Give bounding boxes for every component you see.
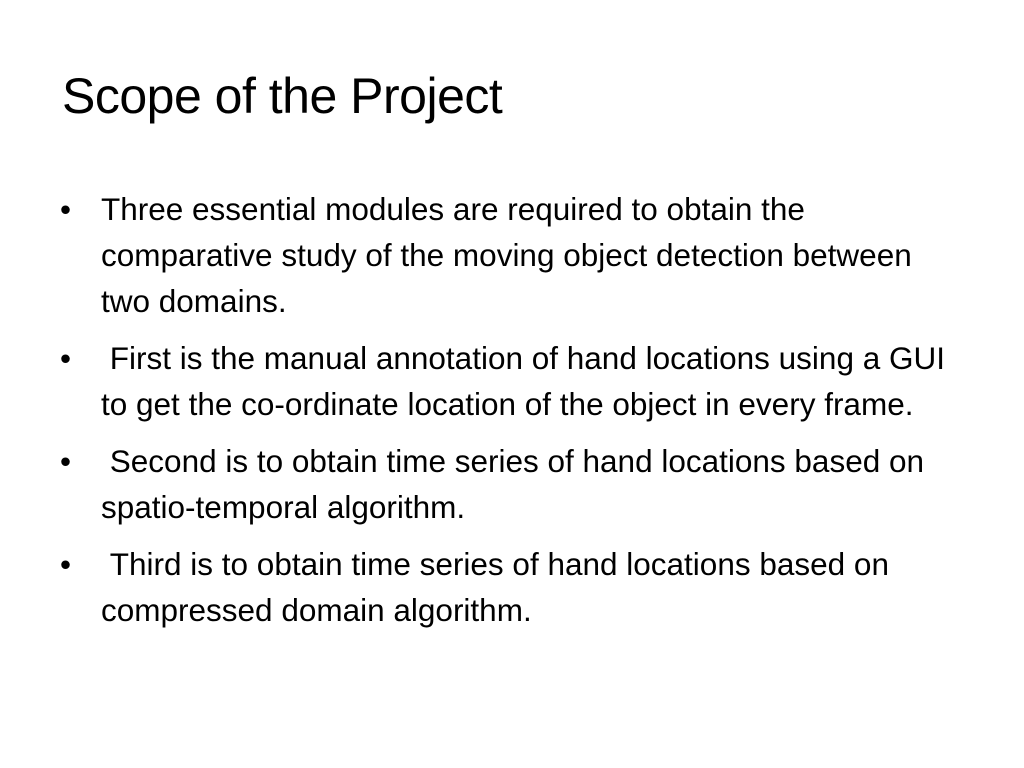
bullet-marker: •: [60, 443, 72, 479]
bullet-marker: •: [60, 191, 72, 227]
bullet-item: [60, 186, 960, 324]
bullet-item: [60, 541, 960, 633]
bullet-text: Third is to obtain time series of hand locations based on compressed domain algorithm.: [101, 546, 898, 628]
bullet-text: Three essential modules are required to obtain the comparative study of the moving object detection between two domains.: [101, 191, 921, 319]
bullet-marker: •: [60, 340, 72, 376]
bullet-item: [60, 438, 960, 530]
bullet-list: [60, 186, 960, 644]
bullet-text: Second is to obtain time series of hand locations based on spatio-temporal algorithm.: [101, 443, 933, 525]
slide-title: Scope of the Project: [62, 68, 503, 124]
bullet-text: First is the manual annotation of hand locations using a GUI to get the co-ordinate location of the object in every frame.: [101, 340, 954, 422]
bullet-marker: •: [60, 546, 72, 582]
bullet-item: [60, 335, 960, 427]
